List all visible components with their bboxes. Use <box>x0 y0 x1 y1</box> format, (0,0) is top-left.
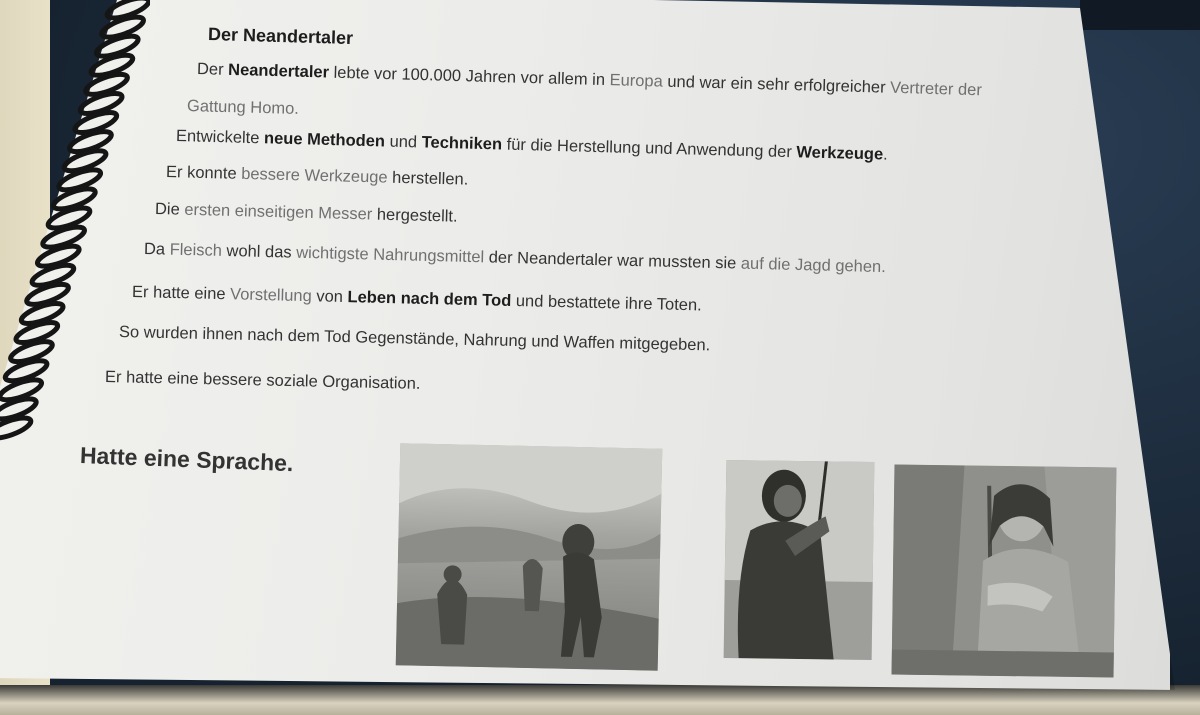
text-segment: und bestattete ihre Toten. <box>511 291 702 315</box>
text-line <box>119 323 711 355</box>
text-line <box>132 283 702 315</box>
text-segment: Er konnte <box>165 163 242 183</box>
text-segment: der Neandertaler war mussten sie <box>483 248 742 273</box>
text-line <box>187 97 299 119</box>
neanderthal-spear-photo <box>724 460 875 660</box>
text-line <box>176 127 888 165</box>
neanderthal-scene-photo <box>396 443 663 670</box>
text-line <box>105 368 421 394</box>
text-segment: Entwickelte <box>175 127 265 148</box>
text-segment: hergestellt. <box>372 205 458 226</box>
text-segment: Vorstellung <box>229 285 312 306</box>
text-segment: wichtigste Nahrungsmittel <box>295 243 485 267</box>
text-line <box>144 240 886 277</box>
text-line <box>197 60 982 100</box>
text-segment: . <box>882 145 889 164</box>
text-segment: Vertreter der <box>889 78 983 100</box>
text-segment: und war ein sehr erfolgreicher <box>662 72 891 97</box>
text-segment: Er hatte eine <box>131 283 231 304</box>
text-segment: wohl das <box>221 241 297 262</box>
text-segment: Europa <box>609 71 664 91</box>
text-segment: bessere Werkzeuge <box>240 164 388 187</box>
text-segment: Fleisch <box>169 240 223 260</box>
text-segment: lebte vor 100.000 Jahren vor allem in <box>328 63 610 90</box>
text-segment: Er hatte eine bessere soziale Organisation. <box>104 368 421 393</box>
text-segment: Die <box>154 200 185 219</box>
text-line <box>166 163 469 190</box>
neanderthal-museum-photo <box>892 464 1117 677</box>
bold-term: Neandertaler <box>227 60 330 82</box>
text-segment: auf die Jagd gehen. <box>740 254 887 277</box>
bold-term: Werkzeuge <box>796 143 884 164</box>
text-segment: Da <box>143 240 170 259</box>
text-segment: So wurden ihnen nach dem Tod Gegenstände, Nahrung und Waffen mitgegeben. <box>118 323 711 355</box>
page-title: Der Neandertaler <box>207 24 354 49</box>
text-segment: herstellen. <box>387 168 469 189</box>
text-segment: für die Herstellung und Anwendung der <box>501 135 797 162</box>
text-segment: und <box>384 132 422 152</box>
text-segment: ersten einseitigen Messer <box>184 200 373 224</box>
bold-term: Leben nach dem Tod <box>347 288 512 310</box>
text-segment: von <box>311 287 348 307</box>
text-segment: Der <box>196 60 229 79</box>
text-segment: Gattung Homo. <box>186 97 300 118</box>
speech-heading: Hatte eine Sprache. <box>79 442 294 477</box>
text-line <box>155 200 458 227</box>
bold-term: neue Methoden <box>263 129 386 151</box>
bold-term: Techniken <box>421 133 503 154</box>
